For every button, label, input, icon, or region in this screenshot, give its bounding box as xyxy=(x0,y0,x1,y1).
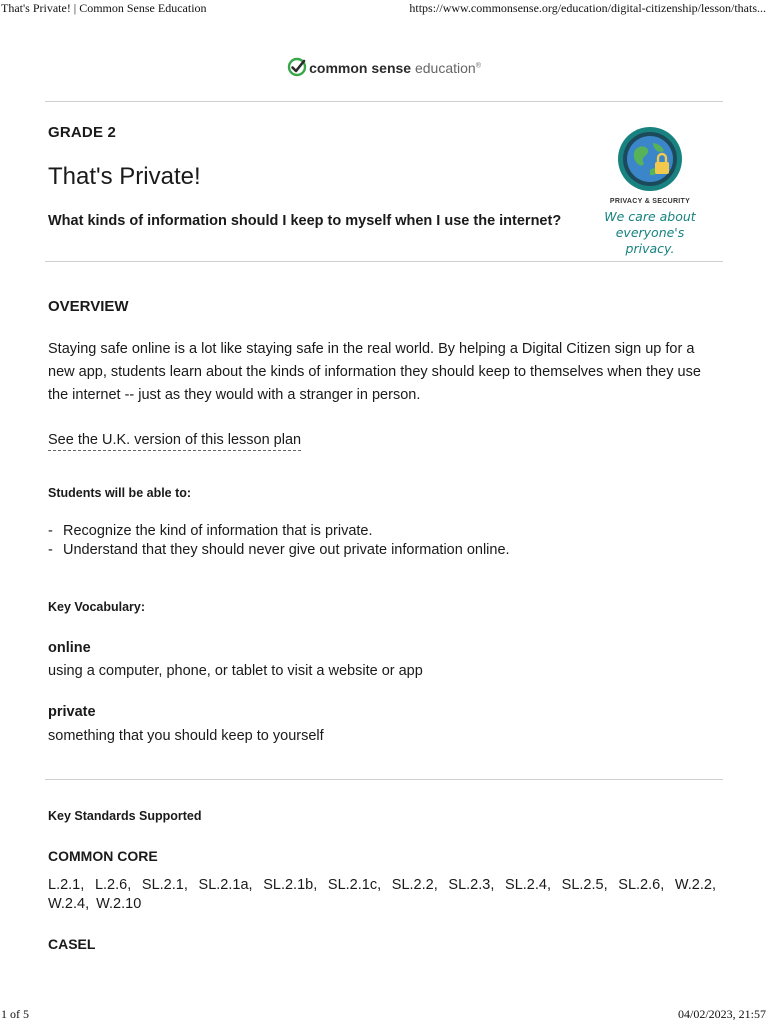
vocab-definition-private: something that you should keep to yourself xyxy=(48,728,324,744)
page-number: 1 of 5 xyxy=(1,1007,29,1021)
vocab-definition-online: using a computer, phone, or tablet to visit a website or app xyxy=(48,663,423,679)
badge-category: PRIVACY & SECURITY xyxy=(609,198,691,205)
checkmark-logo-icon xyxy=(287,57,307,77)
print-page-url: https://www.commonsense.org/education/digital-citizenship/lesson/thats... xyxy=(409,1,766,15)
vocab-term-online: online xyxy=(48,640,91,656)
objective-text: Understand that they should never give out private information online. xyxy=(63,542,510,558)
badge-tagline-line2: everyone's privacy. xyxy=(615,225,685,256)
overview-text: Staying safe online is a lot like staying safe in the real world. By helping a Digital Citizen sign up for a new app, students learn about the kinds of information they should keep to themselves when they use the internet -- just as they would with a stranger in person. xyxy=(48,341,701,403)
print-page-title: That's Private! | Common Sense Education xyxy=(1,1,207,15)
divider-standards xyxy=(45,779,723,780)
badge-tagline xyxy=(590,209,710,257)
grade-label: GRADE 2 xyxy=(48,124,117,141)
topic-badge xyxy=(590,126,710,257)
logo-text-light: education xyxy=(414,60,476,76)
objective-text: Recognize the kind of information that is private. xyxy=(63,523,373,539)
print-footer xyxy=(0,1008,768,1024)
logo-registered-mark: ® xyxy=(475,62,481,70)
list-item: - Recognize the kind of information that is private. xyxy=(48,523,373,539)
vocab-term-private: private xyxy=(48,704,96,720)
uk-version-link[interactable]: See the U.K. version of this lesson plan xyxy=(48,432,301,451)
overview-heading: OVERVIEW xyxy=(48,298,129,315)
print-datetime: 04/02/2023, 21:57 xyxy=(677,1007,766,1021)
casel-label: CASEL xyxy=(48,936,96,952)
print-header xyxy=(0,0,768,18)
objectives-heading: Students will be able to: xyxy=(48,486,192,500)
divider-top xyxy=(45,101,723,102)
page-title: That's Private! xyxy=(48,163,201,190)
common-core-codes: L.2.1, L.2.6, SL.2.1, SL.2.1a, SL.2.1b, SL.2.1c, SL.2.2, SL.2.3, SL.2.4, SL.2.5, SL.2.6, W.2.2, W.2.4, W.2.10 xyxy=(48,877,716,912)
logo-text-strong: common sense xyxy=(309,60,412,76)
list-item: - Understand that they should never give out private information online. xyxy=(48,542,510,558)
globe-lock-icon xyxy=(617,126,683,192)
common-sense-logo[interactable] xyxy=(0,57,768,77)
badge-tagline-line1: We care about xyxy=(604,209,696,224)
objectives-list xyxy=(48,522,510,560)
common-core-label: COMMON CORE xyxy=(48,848,158,864)
standards-heading: Key Standards Supported xyxy=(48,809,202,823)
vocabulary-heading: Key Vocabulary: xyxy=(48,600,146,614)
essential-question: What kinds of information should I keep to myself when I use the internet? xyxy=(48,213,562,229)
divider-header xyxy=(45,261,723,262)
